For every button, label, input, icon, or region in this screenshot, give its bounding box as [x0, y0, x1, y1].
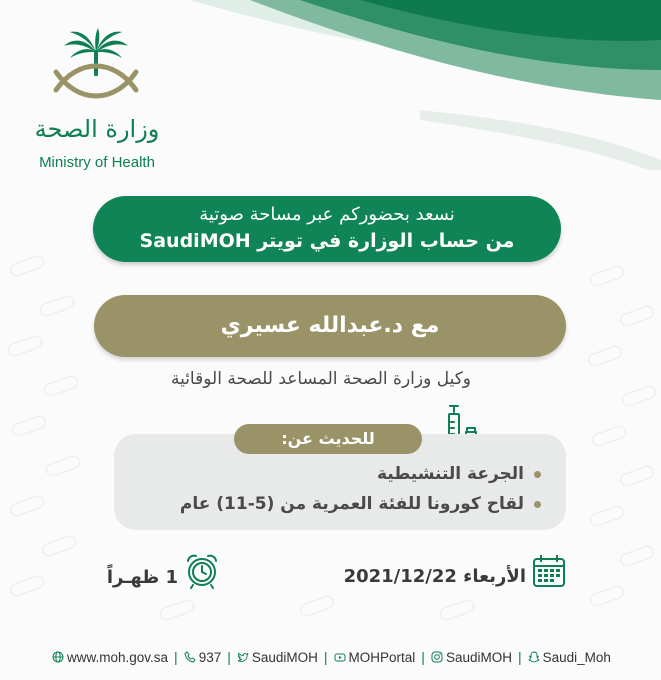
footer-twitter[interactable]: [237, 650, 318, 665]
website-text: www.moh.gov.sa: [67, 649, 169, 665]
youtube-text: MOHPortal: [348, 649, 416, 665]
footer-contacts: [52, 646, 612, 668]
speaker-title: وكيل وزارة الصحة المساعد للصحة الوقائية: [170, 369, 472, 389]
alarm-clock-icon: [184, 553, 220, 589]
footer-youtube[interactable]: [334, 650, 416, 665]
palm-swords-emblem-icon: [50, 28, 142, 102]
invite-banner: [93, 196, 561, 262]
footer-website[interactable]: [52, 650, 168, 665]
phone-icon: [184, 651, 196, 663]
bullet-dot: [534, 501, 541, 508]
event-time: 1 ظهـراً: [106, 567, 178, 588]
snapchat-text: Saudi_Moh: [542, 649, 611, 665]
twitter-icon: [237, 651, 249, 663]
calendar-icon: [532, 554, 566, 588]
moh-logo: [22, 28, 172, 171]
list-item: [180, 492, 541, 516]
snapchat-icon: [528, 651, 540, 663]
instagram-text: SaudiMOH: [445, 649, 512, 665]
logo-arabic-name: وزارة الصحة: [34, 115, 160, 143]
youtube-icon: [334, 651, 346, 663]
topics-heading: للحديث عن:: [234, 424, 422, 454]
divider: |: [517, 649, 522, 665]
divider: |: [421, 649, 425, 665]
instagram-icon: [431, 651, 443, 663]
footer-snapchat[interactable]: [528, 650, 611, 665]
invite-line-2: من حساب الوزارة في تويتر SaudiMOH: [139, 230, 515, 252]
divider: |: [323, 649, 328, 665]
logo-english-name: Ministry of Health: [39, 154, 155, 171]
speaker-banner: [94, 295, 566, 357]
divider: |: [174, 649, 178, 665]
divider: |: [227, 649, 231, 665]
bullet-dot: [534, 471, 541, 478]
topic-text: الجرعة التنشيطية: [376, 464, 524, 484]
footer-phone[interactable]: [184, 650, 222, 665]
topic-text: لقاح كورونا للفئة العمرية من (5-11) عام: [179, 494, 524, 514]
globe-icon: [52, 651, 64, 663]
list-item: [377, 462, 541, 486]
speaker-name: مع د.عبدالله عسيري: [220, 313, 440, 338]
twitter-text: SaudiMOH: [251, 649, 318, 665]
phone-text: 937: [198, 649, 222, 665]
invite-line-1: نسعد بحضوركم عبر مساحة صوتية: [199, 204, 455, 225]
event-date: الأربعاء 2021/12/22: [343, 566, 526, 587]
footer-instagram[interactable]: [431, 650, 512, 665]
